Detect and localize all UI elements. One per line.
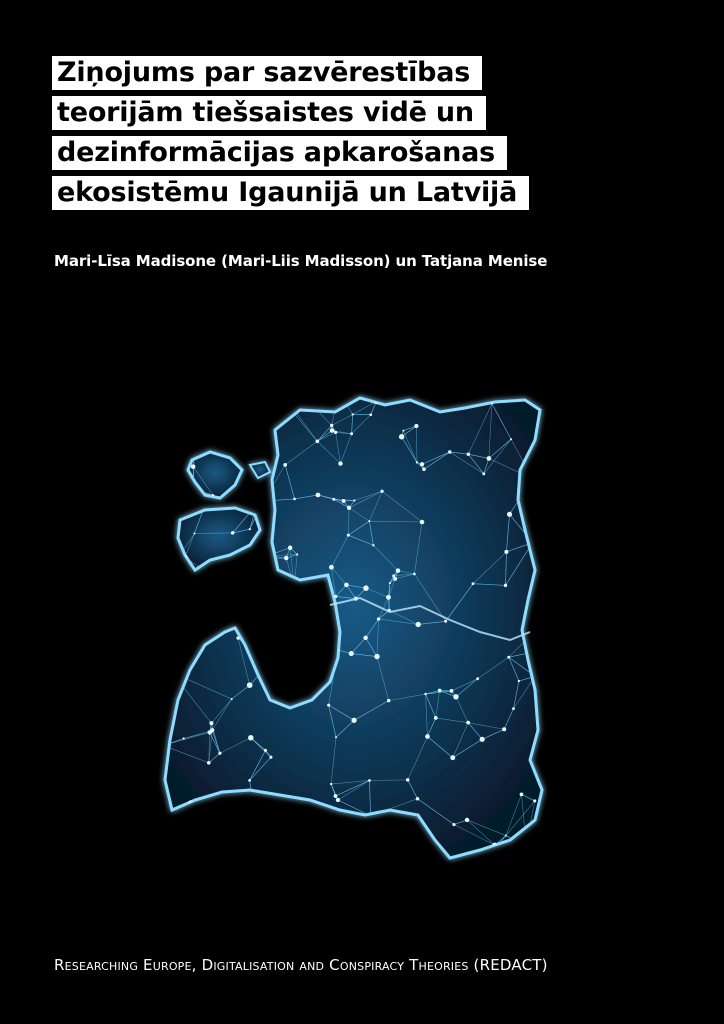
network-node: [368, 520, 370, 522]
network-link: [191, 813, 207, 826]
network-node: [207, 761, 211, 765]
network-link: [208, 573, 244, 575]
network-link: [195, 813, 207, 856]
network-node: [374, 654, 379, 659]
network-link: [289, 403, 312, 405]
network-node: [444, 620, 447, 623]
network-node: [416, 797, 420, 801]
network-node: [293, 498, 296, 501]
network-link: [163, 559, 174, 573]
network-link: [191, 803, 207, 812]
network-node: [453, 694, 458, 699]
network-node: [396, 568, 401, 573]
network-node: [267, 664, 269, 666]
network-link: [224, 390, 226, 407]
network-link: [339, 845, 373, 856]
network-node: [393, 577, 397, 581]
network-link: [534, 632, 539, 651]
network-link: [253, 806, 264, 840]
network-node: [269, 756, 272, 759]
network-node: [524, 843, 529, 848]
network-link: [317, 630, 324, 649]
network-node: [450, 689, 454, 693]
network-link: [190, 804, 191, 825]
network-node: [349, 651, 354, 656]
network-node: [369, 413, 372, 416]
network-link: [264, 556, 267, 559]
network-node: [284, 556, 288, 560]
network-link: [264, 840, 295, 850]
network-node: [190, 398, 195, 403]
network-node: [207, 572, 210, 575]
network-node: [292, 583, 297, 588]
network-link: [179, 557, 185, 584]
network-node: [327, 704, 330, 707]
network-link: [342, 843, 389, 855]
network-link: [195, 853, 227, 855]
network-link: [255, 620, 269, 636]
network-link: [495, 845, 526, 846]
estonia-latvia-network-map-image: [150, 370, 570, 870]
network-node: [190, 824, 193, 827]
network-link: [224, 390, 229, 413]
network-node: [472, 582, 475, 585]
network-node: [467, 453, 470, 456]
network-link: [163, 555, 180, 559]
network-node: [448, 450, 451, 453]
network-node: [223, 389, 226, 392]
network-link: [160, 599, 207, 619]
network-link: [238, 620, 269, 639]
network-node: [316, 493, 321, 498]
network-link: [279, 817, 292, 828]
network-link: [174, 573, 207, 599]
network-node: [158, 617, 161, 620]
network-link: [292, 827, 309, 834]
network-link: [163, 559, 174, 573]
network-node: [283, 463, 287, 467]
network-link: [534, 632, 535, 677]
network-node: [438, 689, 442, 693]
network-node: [334, 595, 337, 598]
network-node: [247, 682, 253, 688]
network-link: [339, 845, 342, 856]
network-node: [465, 818, 469, 822]
network-node: [434, 716, 438, 720]
network-link: [295, 835, 309, 850]
network-node: [510, 438, 512, 440]
network-node: [193, 532, 195, 534]
network-link: [269, 586, 294, 619]
network-link: [244, 559, 265, 575]
network-node: [282, 399, 284, 401]
network-link: [283, 400, 289, 403]
network-link: [317, 628, 333, 630]
network-node: [262, 838, 266, 842]
network-link: [253, 806, 279, 817]
network-node: [252, 633, 257, 638]
network-link: [190, 804, 191, 825]
network-link: [295, 824, 307, 850]
network-node: [387, 699, 390, 702]
network-link: [180, 557, 185, 563]
network-link: [191, 825, 195, 855]
network-link: [535, 651, 539, 677]
network-node: [330, 424, 333, 427]
network-link: [283, 400, 312, 405]
network-link: [333, 628, 338, 650]
network-link: [495, 845, 526, 846]
network-node: [402, 430, 404, 432]
network-node: [308, 834, 310, 836]
network-node: [533, 799, 536, 802]
network-node: [335, 736, 337, 738]
network-node: [380, 490, 383, 493]
network-node: [413, 573, 416, 576]
network-node: [316, 439, 320, 443]
network-node: [248, 735, 254, 741]
network-node: [518, 680, 520, 682]
network-link: [488, 846, 526, 858]
network-node: [225, 852, 227, 854]
network-node: [377, 617, 380, 620]
network-link: [317, 628, 333, 630]
network-node: [251, 804, 255, 808]
network-link: [324, 649, 338, 650]
network-node: [249, 528, 251, 530]
network-node: [177, 583, 179, 585]
network-node: [504, 550, 508, 554]
network-link: [324, 623, 331, 649]
network-link: [283, 400, 312, 405]
network-link: [292, 824, 308, 828]
network-node: [347, 534, 350, 537]
network-link: [264, 817, 279, 840]
report-title: [52, 56, 529, 216]
network-link: [244, 559, 265, 575]
network-link: [264, 817, 279, 840]
network-node: [329, 621, 332, 624]
network-link: [295, 824, 307, 850]
network-node: [531, 541, 534, 544]
network-node: [512, 707, 515, 710]
network-link: [488, 846, 526, 858]
network-node: [177, 553, 182, 558]
network-link: [244, 556, 268, 575]
network-map-graphic: [150, 370, 570, 870]
network-node: [264, 749, 267, 752]
network-link: [238, 620, 269, 639]
network-link: [192, 408, 225, 423]
network-node: [190, 420, 195, 425]
network-node: [263, 557, 267, 561]
network-node: [223, 405, 228, 410]
network-node: [254, 502, 259, 507]
network-node: [204, 810, 209, 815]
network-node: [182, 737, 184, 739]
network-node: [347, 506, 351, 510]
network-link: [292, 827, 296, 849]
network-node: [351, 718, 356, 723]
network-node: [502, 727, 506, 731]
network-node: [487, 456, 492, 461]
network-node: [192, 487, 196, 491]
network-node: [416, 461, 418, 463]
network-node: [537, 648, 542, 653]
authors-line: Mari-Līsa Madisone (Mari-Liis Madisson) un Tatjana Menise: [54, 252, 548, 270]
network-node: [531, 478, 534, 481]
network-link: [283, 400, 289, 403]
network-node: [424, 693, 427, 696]
network-node: [161, 558, 164, 561]
network-link: [224, 390, 225, 391]
network-node: [248, 779, 251, 782]
network-node: [231, 531, 235, 535]
network-link: [207, 573, 208, 598]
title-line-3: dezinformācijas apkarošanas: [52, 136, 507, 170]
network-node: [425, 734, 430, 739]
network-node: [332, 498, 335, 501]
network-node: [334, 431, 337, 434]
network-link: [292, 824, 308, 828]
network-link: [192, 422, 194, 456]
network-node: [266, 554, 269, 557]
network-node: [363, 636, 367, 640]
network-link: [279, 817, 292, 828]
network-link: [253, 806, 279, 817]
network-node: [406, 778, 410, 782]
network-node: [399, 434, 404, 439]
network-node: [388, 842, 390, 844]
network-node: [267, 618, 271, 622]
network-node: [262, 500, 264, 502]
network-link: [179, 584, 208, 599]
network-link: [257, 501, 263, 504]
network-link: [264, 827, 292, 839]
network-link: [195, 853, 227, 855]
network-node: [172, 571, 175, 574]
network-link: [160, 573, 174, 619]
network-node: [242, 573, 245, 576]
network-link: [163, 555, 180, 559]
network-node: [344, 583, 349, 588]
network-link: [333, 628, 338, 650]
network-link: [307, 824, 309, 835]
network-node: [422, 467, 426, 471]
network-node: [336, 798, 340, 802]
network-link: [180, 557, 185, 563]
network-node: [491, 403, 493, 405]
network-node: [315, 628, 318, 631]
network-link: [225, 391, 229, 413]
network-node: [227, 412, 230, 415]
network-node: [288, 545, 293, 550]
network-node: [416, 622, 421, 627]
network-node: [368, 779, 371, 782]
project-footer: Researching Europe, Digitalisation and Conspiracy Theories (REDACT): [54, 956, 548, 974]
title-line-2: teorijām tiešsaistes vidē un: [52, 96, 486, 130]
network-link: [292, 827, 309, 834]
network-node: [179, 562, 182, 565]
network-node: [476, 677, 479, 680]
network-link: [190, 804, 207, 812]
network-node: [191, 464, 196, 469]
network-node: [420, 462, 424, 466]
network-link: [331, 623, 333, 628]
network-link: [174, 573, 179, 584]
network-node: [505, 835, 507, 837]
network-node: [293, 847, 298, 852]
network-link: [264, 556, 267, 559]
network-link: [191, 813, 207, 826]
network-link: [191, 803, 207, 812]
network-node: [389, 582, 391, 584]
network-link: [289, 403, 312, 405]
network-link: [309, 835, 339, 845]
network-node: [306, 822, 308, 824]
network-node: [336, 389, 341, 394]
network-link: [534, 632, 539, 651]
network-node: [420, 520, 425, 525]
network-link: [191, 825, 226, 853]
network-node: [507, 656, 510, 659]
network-link: [535, 651, 539, 677]
network-link: [225, 391, 226, 407]
network-node: [414, 424, 418, 428]
network-link: [373, 843, 390, 855]
network-link: [331, 623, 333, 628]
network-link: [317, 623, 331, 630]
network-node: [340, 853, 344, 857]
network-node: [485, 855, 491, 861]
network-link: [174, 557, 185, 573]
network-node: [162, 744, 165, 747]
network-link: [295, 835, 309, 850]
network-link: [225, 391, 229, 413]
network-node: [329, 565, 334, 570]
network-node: [277, 814, 281, 818]
network-node: [209, 721, 213, 725]
network-link: [373, 843, 390, 855]
network-link: [309, 835, 342, 856]
network-node: [450, 755, 455, 760]
network-node: [342, 499, 346, 503]
network-node: [330, 428, 335, 433]
network-link: [324, 628, 333, 649]
title-line-1: Ziņojums par sazvērestības: [52, 56, 482, 90]
network-node: [372, 544, 374, 546]
network-link: [339, 845, 342, 856]
network-node: [231, 698, 233, 700]
network-node: [331, 626, 335, 630]
network-link: [174, 563, 180, 572]
network-node: [386, 595, 391, 600]
network-link: [226, 408, 229, 414]
network-link: [255, 635, 268, 665]
network-link: [160, 619, 171, 672]
network-link: [255, 620, 269, 636]
network-link: [371, 816, 390, 844]
network-node: [351, 413, 353, 415]
network-node: [370, 853, 375, 858]
network-link: [226, 840, 264, 854]
network-node: [296, 553, 298, 555]
network-link: [174, 563, 180, 572]
network-node: [482, 472, 485, 475]
network-node: [338, 461, 342, 465]
network-node: [310, 402, 315, 407]
network-node: [334, 794, 338, 798]
network-node: [236, 636, 239, 639]
network-node: [480, 737, 485, 742]
network-node: [218, 752, 221, 755]
network-node: [507, 512, 512, 517]
network-link: [224, 390, 229, 413]
network-node: [321, 646, 325, 650]
network-link: [190, 804, 207, 812]
network-node: [466, 721, 470, 725]
network-link: [224, 390, 226, 407]
title-line-4: ekosistēmu Igaunijā un Latvijā: [52, 176, 529, 210]
network-node: [452, 823, 455, 826]
network-node: [363, 585, 368, 590]
network-link: [174, 573, 179, 584]
network-node: [205, 597, 209, 601]
network-node: [532, 630, 536, 634]
network-link: [312, 392, 339, 405]
network-node: [286, 400, 291, 405]
network-link: [226, 408, 229, 414]
network-link: [307, 824, 309, 835]
network-link: [339, 845, 373, 856]
network-node: [337, 843, 340, 846]
network-node: [193, 854, 196, 857]
network-node: [168, 461, 170, 463]
network-node: [169, 670, 174, 675]
network-node: [504, 584, 507, 587]
network-node: [212, 494, 214, 496]
network-link: [225, 391, 226, 407]
network-link: [257, 501, 263, 504]
network-node: [392, 574, 395, 577]
network-node: [350, 432, 353, 435]
network-link: [207, 573, 208, 598]
network-link: [163, 559, 180, 563]
network-link: [160, 584, 179, 619]
network-link: [255, 635, 268, 665]
network-node: [520, 793, 524, 797]
network-link: [324, 649, 338, 650]
network-link: [179, 563, 181, 583]
network-link: [317, 630, 324, 649]
network-link: [371, 816, 390, 844]
network-link: [192, 390, 224, 399]
network-node: [290, 825, 294, 829]
network-node: [203, 502, 208, 507]
network-node: [223, 389, 228, 394]
network-node: [353, 499, 355, 501]
network-link: [317, 623, 331, 630]
network-link: [192, 391, 225, 399]
network-node: [330, 783, 332, 785]
network-link: [224, 390, 225, 391]
network-node: [210, 728, 214, 732]
